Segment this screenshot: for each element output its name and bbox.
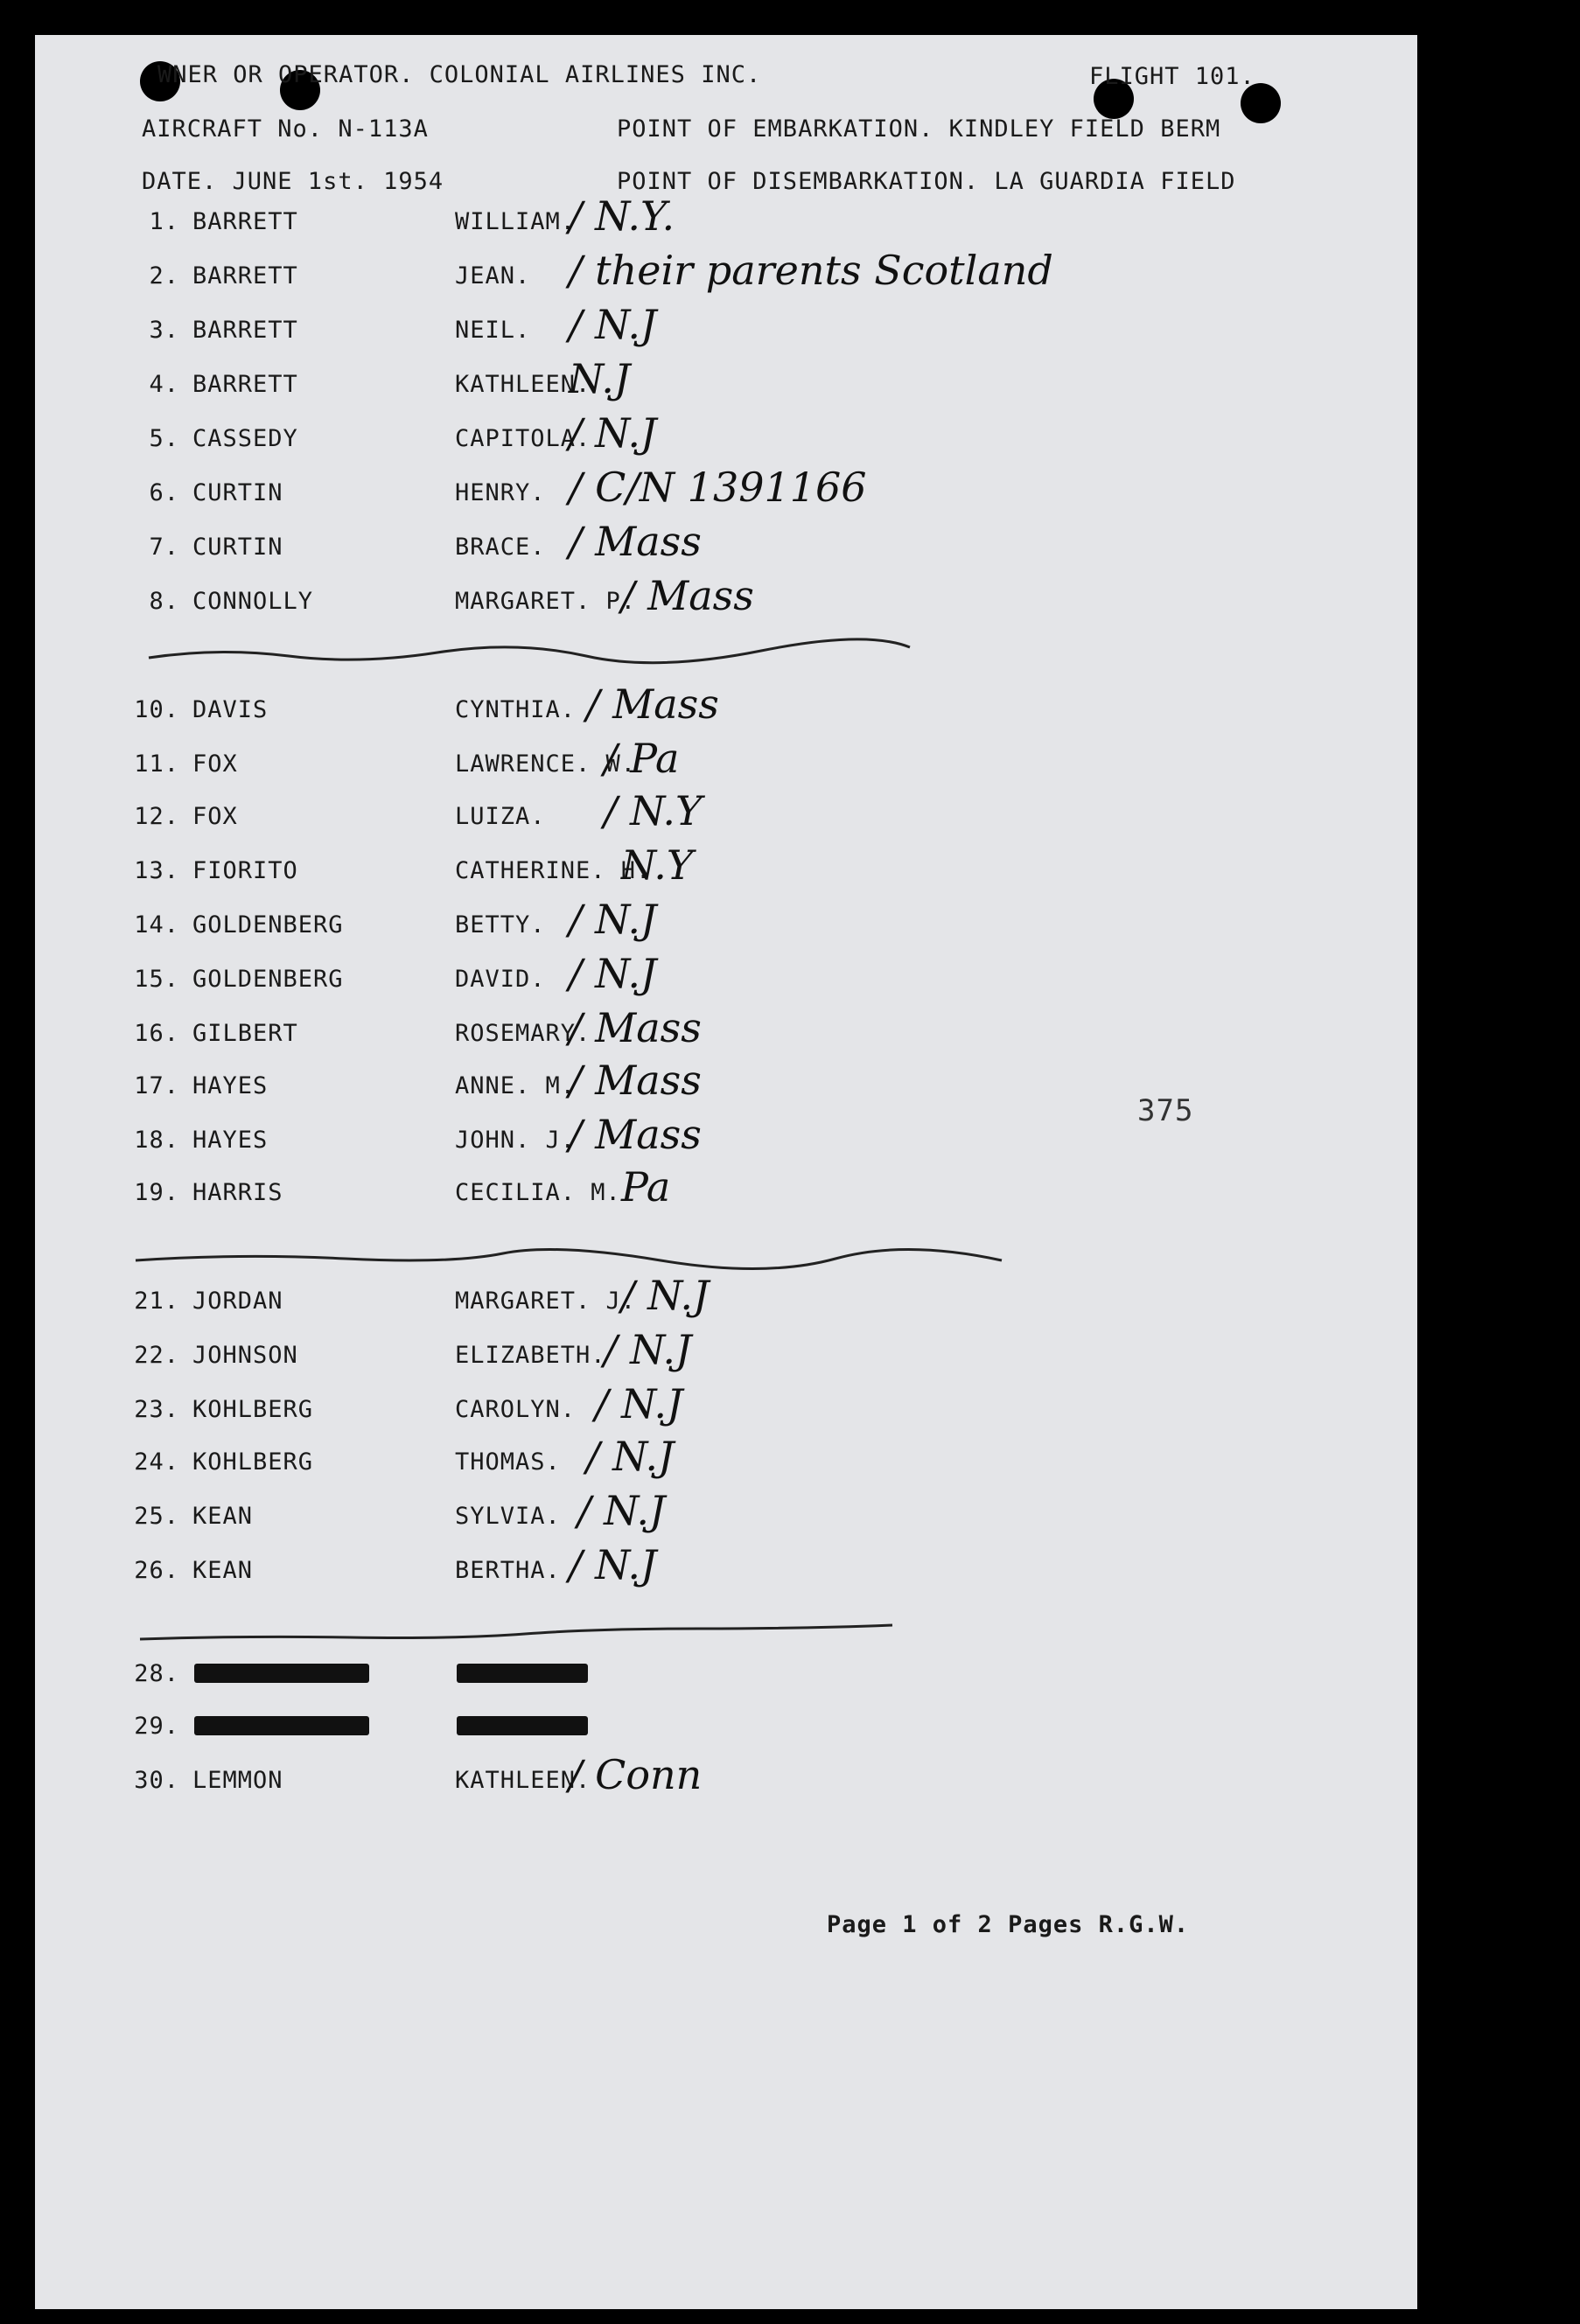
passenger-surname: CURTIN [192,479,283,506]
passenger-given-name: WILLIAM. [455,208,577,235]
passenger-given-name: KATHLEEN. [455,1767,591,1794]
passenger-row [35,787,1417,855]
passenger-number: 10. [134,696,179,723]
passenger-surname: KEAN [192,1557,254,1584]
passenger-number: 23. [134,1396,179,1423]
passenger-surname: GOLDENBERG [192,966,344,993]
passenger-number: 17. [134,1072,179,1099]
passenger-surname: DAVIS [192,696,269,723]
passenger-given-name: THOMAS. [455,1448,561,1476]
passenger-given-name: MARGARET. J. [455,1288,637,1315]
passenger-surname: HAYES [192,1072,269,1099]
passenger-number: 4. [149,371,179,398]
passenger-given-name: CAPITOLA. [455,425,591,452]
handwritten-note: / Conn [569,1751,703,1798]
handwritten-note: N.J [569,355,631,402]
passenger-surname: BARRETT [192,317,298,344]
handwritten-note: / N.J [586,1433,675,1480]
passenger-number: 3. [149,317,179,344]
passenger-number: 6. [149,479,179,506]
passenger-given-name: MARGARET. P. [455,588,637,615]
passenger-surname: BARRETT [192,262,298,290]
handwritten-note: / Mass [586,680,719,728]
passenger-number: 30. [134,1767,179,1794]
passenger-surname: BARRETT [192,371,298,398]
passenger-row [35,841,1417,910]
passenger-row [35,1433,1417,1501]
divider-line [136,1246,1010,1281]
passenger-surname: GILBERT [192,1020,298,1047]
passenger-row [35,1004,1417,1072]
handwritten-note: / N.J [577,1487,666,1534]
aircraft-number: AIRCRAFT No. N-113A [142,115,429,143]
passenger-row [35,572,1417,640]
passenger-given-name: BRACE. [455,534,546,561]
handwritten-note: / N.J [621,1272,710,1319]
passenger-row [35,1111,1417,1179]
passenger-given-name: BETTY. [455,911,546,939]
handwritten-note: / Mass [569,1111,702,1158]
passenger-surname: CASSEDY [192,425,298,452]
manifest-date: DATE. JUNE 1st. 1954 [142,168,444,195]
passenger-row [35,355,1417,423]
passenger-row [35,1272,1417,1340]
passenger-number: 13. [134,857,179,884]
passenger-number: 24. [134,1448,179,1476]
passenger-given-name: CECILIA. M. [455,1179,621,1206]
passenger-surname: JOHNSON [192,1342,298,1369]
handwritten-note: / C/N 1391166 [569,464,867,511]
passenger-number: 26. [134,1557,179,1584]
passenger-row [35,1057,1417,1125]
passenger-number: 15. [134,966,179,993]
passenger-number: 16. [134,1020,179,1047]
passenger-row [35,247,1417,315]
passenger-row [35,301,1417,369]
handwritten-note: / Mass [569,1057,702,1104]
passenger-given-name: SYLVIA. [455,1503,561,1530]
divider-line [140,1620,910,1655]
passenger-surname: HARRIS [192,1179,283,1206]
passenger-row [35,1660,1417,1713]
passenger-given-name: BERTHA. [455,1557,561,1584]
passenger-given-name: JOHN. J. [455,1127,577,1154]
passenger-surname: JORDAN [192,1288,283,1315]
passenger-row [35,1487,1417,1555]
passenger-row [35,1163,1417,1232]
point-of-embarkation: POINT OF EMBARKATION. KINDLEY FIELD BERM [617,115,1221,143]
point-of-disembarkation: POINT OF DISEMBARKATION. LA GUARDIA FIELD [617,168,1236,195]
passenger-row [35,1751,1417,1819]
passenger-number: 2. [149,262,179,290]
redacted-given-name [457,1664,588,1683]
page-footer: Page 1 of 2 Pages R.G.W. [827,1911,1190,1938]
handwritten-note: / N.J [569,301,657,348]
passenger-row [35,680,1417,749]
passenger-surname: GOLDENBERG [192,911,344,939]
passenger-given-name: LUIZA. [455,803,546,830]
passenger-given-name: CAROLYN. [455,1396,577,1423]
handwritten-note: / N.J [595,1380,683,1427]
handwritten-note: N.Y [621,841,694,889]
passenger-surname: CONNOLLY [192,588,314,615]
passenger-number: 1. [149,208,179,235]
redacted-surname [194,1716,369,1735]
handwritten-note: / N.J [569,1541,657,1588]
passenger-surname: FIORITO [192,857,298,884]
passenger-number: 11. [134,750,179,778]
passenger-surname: FOX [192,803,238,830]
passenger-row [35,1380,1417,1448]
handwritten-note: / N.Y. [569,192,675,240]
passenger-number: 28. [134,1660,179,1687]
passenger-given-name: NEIL. [455,317,531,344]
passenger-number: 25. [134,1503,179,1530]
passenger-row [35,735,1417,803]
passenger-surname: HAYES [192,1127,269,1154]
passenger-number: 29. [134,1713,179,1740]
handwritten-note: / their parents Scotland [569,247,1053,294]
passenger-given-name: ELIZABETH. [455,1342,606,1369]
flight-number: FLIGHT 101. [1089,63,1255,90]
passenger-surname: CURTIN [192,534,283,561]
passenger-surname: KEAN [192,1503,254,1530]
handwritten-note: / N.J [569,409,657,457]
passenger-given-name: CYNTHIA. [455,696,577,723]
passenger-given-name: DAVID. [455,966,546,993]
passenger-surname: FOX [192,750,238,778]
passenger-row [35,1541,1417,1609]
passenger-given-name: JEAN. [455,262,531,290]
passenger-number: 19. [134,1179,179,1206]
handwritten-note: / N.J [569,896,657,943]
passenger-row [35,1713,1417,1765]
passenger-given-name: LAWRENCE. W. [455,750,637,778]
passenger-number: 21. [134,1288,179,1315]
passenger-surname: BARRETT [192,208,298,235]
handwritten-note: / Mass [569,518,702,565]
passenger-number: 12. [134,803,179,830]
passenger-given-name: ROSEMARY. [455,1020,591,1047]
passenger-row [35,896,1417,964]
divider-line [149,639,936,673]
handwritten-note: / Mass [569,1004,702,1051]
redacted-surname [194,1664,369,1683]
passenger-row [35,1326,1417,1394]
passenger-number: 14. [134,911,179,939]
passenger-number: 18. [134,1127,179,1154]
passenger-number: 8. [149,588,179,615]
handwritten-note: / N.J [569,950,657,997]
passenger-surname: KOHLBERG [192,1448,314,1476]
passenger-given-name: KATHLEEN. [455,371,591,398]
passenger-given-name: CATHERINE. H. [455,857,652,884]
passenger-given-name: HENRY. [455,479,546,506]
passenger-number: 7. [149,534,179,561]
handwritten-note: / N.J [604,1326,692,1373]
owner-operator: WNER OR OPERATOR. COLONIAL AIRLINES INC. [157,61,762,88]
passenger-given-name: ANNE. M. [455,1072,577,1099]
handwritten-note: / N.Y [604,787,703,834]
manifest-page [35,35,1417,2309]
passenger-surname: LEMMON [192,1767,283,1794]
handwritten-note: / Pa [604,735,680,782]
redacted-given-name [457,1716,588,1735]
passenger-row [35,950,1417,1018]
handwritten-note: Pa [621,1163,671,1211]
side-number: 375 [1137,1093,1194,1128]
passenger-row [35,464,1417,532]
passenger-number: 22. [134,1342,179,1369]
passenger-surname: KOHLBERG [192,1396,314,1423]
passenger-number: 5. [149,425,179,452]
handwritten-note: / Mass [621,572,754,619]
